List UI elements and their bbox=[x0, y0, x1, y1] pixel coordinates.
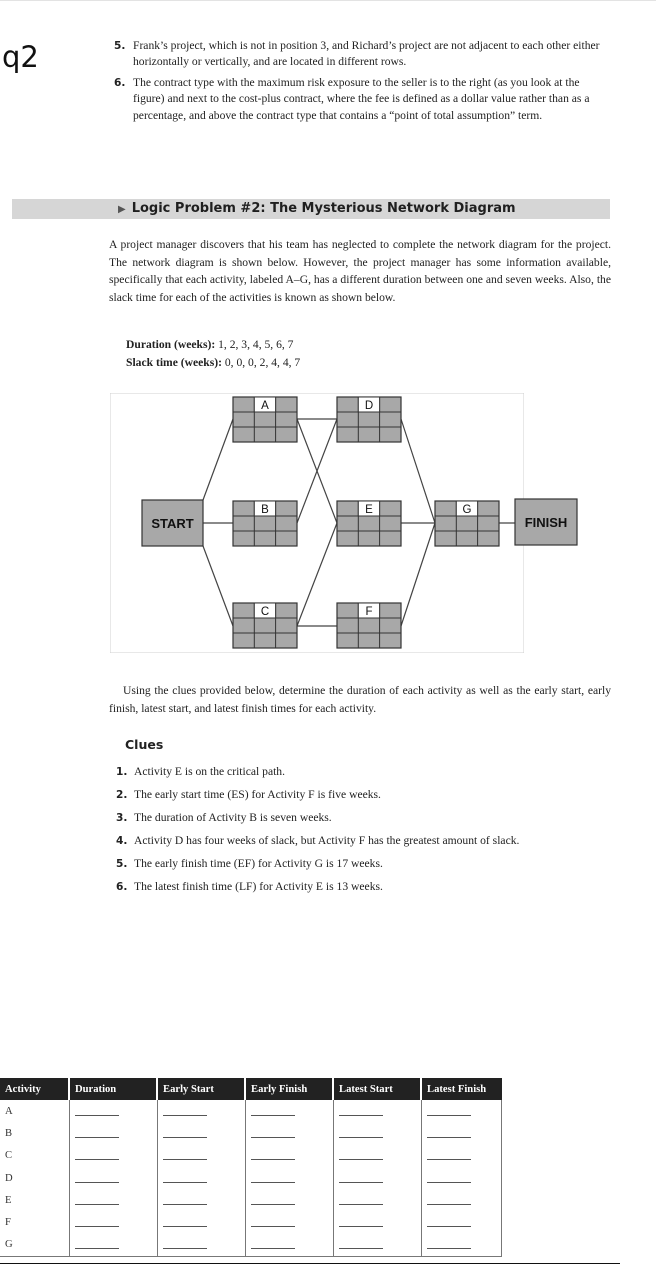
answer-blank[interactable] bbox=[75, 1237, 119, 1249]
col-duration: Duration bbox=[69, 1078, 157, 1100]
prior-clue bbox=[114, 75, 612, 124]
answer-blank-cell[interactable] bbox=[333, 1100, 421, 1122]
answer-blank[interactable] bbox=[75, 1104, 119, 1116]
clue-number: 6. bbox=[116, 881, 128, 893]
table-row bbox=[0, 1100, 502, 1122]
answer-blank[interactable] bbox=[339, 1193, 383, 1205]
finish-label: FINISH bbox=[524, 515, 568, 530]
answer-blank[interactable] bbox=[427, 1104, 471, 1116]
clues-title: Clues bbox=[125, 737, 164, 752]
answer-blank-cell[interactable] bbox=[333, 1145, 421, 1167]
answer-table bbox=[0, 1078, 502, 1257]
answer-blank[interactable] bbox=[163, 1104, 207, 1116]
answer-blank[interactable] bbox=[251, 1193, 295, 1205]
answer-blank-cell[interactable] bbox=[157, 1100, 245, 1122]
activity-e-label: E bbox=[365, 504, 373, 516]
table-row bbox=[0, 1145, 502, 1167]
answer-blank-cell[interactable] bbox=[333, 1189, 421, 1211]
finish-node-box bbox=[514, 498, 578, 548]
start-node bbox=[142, 500, 203, 546]
clue-text: Activity E is on the critical path. bbox=[134, 765, 286, 778]
clue-number: 5. bbox=[116, 858, 128, 870]
slack-label: Slack time (weeks): bbox=[126, 356, 222, 369]
answer-blank[interactable] bbox=[427, 1193, 471, 1205]
clue-text: The early finish time (EF) for Activity G is 17 weeks. bbox=[134, 857, 383, 870]
answer-blank[interactable] bbox=[251, 1237, 295, 1249]
clue-item bbox=[116, 764, 616, 787]
answer-blank-cell[interactable] bbox=[421, 1145, 502, 1167]
answer-blank-cell[interactable] bbox=[157, 1122, 245, 1144]
col-latest-finish: Latest Finish bbox=[421, 1078, 502, 1100]
duration-label: Duration (weeks): bbox=[126, 338, 216, 351]
answer-blank-cell[interactable] bbox=[421, 1234, 502, 1257]
instructions-paragraph bbox=[109, 682, 611, 717]
answer-blank[interactable] bbox=[427, 1237, 471, 1249]
prior-clue-text: The contract type with the maximum risk exposure to the seller is to the right (as you look at the figure) and next to the cost-plus contract, where the fee is defined as a dollar value rather than as a percentage, and above the contract type that contains a “point of total assumption” term. bbox=[133, 75, 590, 122]
table-row bbox=[0, 1234, 502, 1257]
answer-blank[interactable] bbox=[163, 1126, 207, 1138]
clue-item bbox=[116, 833, 616, 856]
activity-cell: A bbox=[5, 1105, 13, 1117]
answer-blank[interactable] bbox=[75, 1215, 119, 1227]
prior-clue bbox=[114, 38, 612, 71]
question-label: q2 bbox=[2, 40, 39, 74]
answer-blank[interactable] bbox=[163, 1237, 207, 1249]
answer-blank-cell[interactable] bbox=[245, 1189, 333, 1211]
activity-cell: B bbox=[5, 1127, 13, 1139]
intro-paragraph: A project manager discovers that his team has neglected to complete the network diagram for the project. The network diagram is shown below. However, the project manager has some information available, specifically that each activity, labeled A–G, has a different duration between one and seven weeks. Also, the slack time for each of the activities is known as shown below. bbox=[109, 238, 611, 304]
instructions-text: Using the clues provided below, determine the duration of each activity as well as the early start, early finish, latest start, and latest finish times for each activity. bbox=[109, 684, 611, 715]
clue-item bbox=[116, 787, 616, 810]
answer-blank-cell[interactable] bbox=[157, 1189, 245, 1211]
network-diagram bbox=[110, 393, 524, 653]
activity-node-c bbox=[233, 603, 297, 648]
triangle-bullet-icon: ▶ bbox=[118, 204, 126, 215]
answer-blank-cell[interactable] bbox=[333, 1167, 421, 1189]
answer-blank-cell[interactable] bbox=[157, 1234, 245, 1257]
answer-blank[interactable] bbox=[339, 1104, 383, 1116]
activity-cell: D bbox=[5, 1172, 13, 1184]
answer-blank-cell[interactable] bbox=[157, 1145, 245, 1167]
activity-node-a bbox=[233, 397, 297, 442]
activity-f-label: F bbox=[365, 606, 373, 618]
answer-blank[interactable] bbox=[251, 1171, 295, 1183]
clue-number: 3. bbox=[116, 812, 128, 824]
col-early-start: Early Start bbox=[157, 1078, 245, 1100]
answer-blank[interactable] bbox=[163, 1193, 207, 1205]
answer-blank[interactable] bbox=[75, 1193, 119, 1205]
activity-cell: E bbox=[5, 1194, 12, 1206]
activity-node-d bbox=[337, 397, 401, 442]
answer-blank[interactable] bbox=[251, 1148, 295, 1160]
clue-text: The duration of Activity B is seven weeks. bbox=[134, 811, 332, 824]
table-row bbox=[0, 1189, 502, 1211]
start-label: START bbox=[151, 516, 194, 531]
section-title-text: Logic Problem #2: The Mysterious Network Diagram bbox=[131, 201, 516, 216]
answer-table-header bbox=[0, 1078, 502, 1100]
answer-blank[interactable] bbox=[339, 1148, 383, 1160]
clues-list bbox=[116, 764, 616, 902]
activity-b-label: B bbox=[261, 504, 269, 516]
answer-blank[interactable] bbox=[339, 1237, 383, 1249]
activity-cell: F bbox=[5, 1217, 11, 1229]
clue-text: The latest finish time (LF) for Activity E is 13 weeks. bbox=[134, 880, 383, 893]
answer-blank-cell[interactable] bbox=[69, 1100, 157, 1122]
activity-node-f bbox=[337, 603, 401, 648]
answer-blank-cell[interactable] bbox=[69, 1211, 157, 1233]
answer-blank-cell[interactable] bbox=[421, 1100, 502, 1122]
answer-blank[interactable] bbox=[163, 1215, 207, 1227]
answer-blank[interactable] bbox=[339, 1171, 383, 1183]
col-latest-start: Latest Start bbox=[333, 1078, 421, 1100]
answer-blank-cell[interactable] bbox=[157, 1167, 245, 1189]
answer-blank-cell[interactable] bbox=[421, 1189, 502, 1211]
clue-text: The early start time (ES) for Activity F is five weeks. bbox=[134, 788, 381, 801]
answer-blank[interactable] bbox=[251, 1104, 295, 1116]
answer-blank-cell[interactable] bbox=[245, 1145, 333, 1167]
answer-blank[interactable] bbox=[251, 1215, 295, 1227]
answer-blank[interactable] bbox=[163, 1148, 207, 1160]
answer-blank-cell[interactable] bbox=[69, 1145, 157, 1167]
clue-number: 4. bbox=[116, 835, 128, 847]
prior-clue-number: 5. bbox=[114, 40, 126, 52]
answer-blank-cell[interactable] bbox=[245, 1234, 333, 1257]
clue-number: 2. bbox=[116, 789, 128, 801]
table-row bbox=[0, 1122, 502, 1144]
activity-cell: G bbox=[0, 1234, 69, 1257]
answer-blank-cell[interactable] bbox=[421, 1122, 502, 1144]
answer-blank-cell[interactable] bbox=[333, 1211, 421, 1233]
answer-blank[interactable] bbox=[339, 1215, 383, 1227]
table-row bbox=[0, 1167, 502, 1189]
page-top-border bbox=[0, 0, 656, 5]
clue-item bbox=[116, 879, 616, 902]
duration-line bbox=[126, 336, 293, 353]
activity-node-b bbox=[233, 501, 297, 546]
answer-blank-cell[interactable] bbox=[69, 1167, 157, 1189]
prior-clue-number: 6. bbox=[114, 76, 126, 89]
answer-blank-cell[interactable] bbox=[69, 1189, 157, 1211]
answer-blank[interactable] bbox=[163, 1171, 207, 1183]
clue-item bbox=[116, 810, 616, 833]
prior-clue-text: Frank’s project, which is not in position 3, and Richard’s project are not adjacent to each other either horizontally or vertically, and are located in different rows. bbox=[133, 39, 600, 69]
answer-blank-cell[interactable] bbox=[69, 1122, 157, 1144]
answer-blank[interactable] bbox=[427, 1171, 471, 1183]
answer-blank-cell[interactable] bbox=[245, 1211, 333, 1233]
clue-text: Activity D has four weeks of slack, but Activity F has the greatest amount of slack. bbox=[134, 834, 520, 847]
answer-blank[interactable] bbox=[427, 1148, 471, 1160]
answer-blank[interactable] bbox=[75, 1148, 119, 1160]
answer-blank-cell[interactable] bbox=[333, 1122, 421, 1144]
table-row bbox=[0, 1211, 502, 1233]
activity-node-g bbox=[435, 501, 499, 546]
answer-blank-cell[interactable] bbox=[157, 1211, 245, 1233]
activity-d-label: D bbox=[364, 400, 374, 412]
activity-a-label: A bbox=[261, 400, 269, 412]
col-early-finish: Early Finish bbox=[245, 1078, 333, 1100]
answer-blank-cell[interactable] bbox=[245, 1100, 333, 1122]
clue-number: 1. bbox=[116, 766, 128, 778]
answer-blank-cell[interactable] bbox=[245, 1167, 333, 1189]
activity-cell: C bbox=[5, 1150, 13, 1162]
activity-g-label: G bbox=[462, 504, 472, 516]
activity-c-label: C bbox=[260, 606, 270, 618]
answer-blank-cell[interactable] bbox=[245, 1122, 333, 1144]
answer-blank[interactable] bbox=[75, 1126, 119, 1138]
answer-blank[interactable] bbox=[427, 1126, 471, 1138]
slack-values: 0, 0, 0, 2, 4, 4, 7 bbox=[224, 356, 301, 369]
section-title bbox=[118, 199, 516, 219]
answer-blank[interactable] bbox=[251, 1126, 295, 1138]
answer-blank[interactable] bbox=[339, 1126, 383, 1138]
answer-blank-cell[interactable] bbox=[421, 1211, 502, 1233]
answer-blank-cell[interactable] bbox=[421, 1167, 502, 1189]
answer-blank[interactable] bbox=[75, 1171, 119, 1183]
answer-blank-cell[interactable] bbox=[69, 1234, 157, 1257]
col-activity: Activity bbox=[0, 1078, 69, 1100]
answer-blank-cell[interactable] bbox=[333, 1234, 421, 1257]
clue-item bbox=[116, 856, 616, 879]
activity-node-e bbox=[337, 501, 401, 546]
duration-values: 1, 2, 3, 4, 5, 6, 7 bbox=[218, 338, 294, 351]
prior-clues-list bbox=[114, 38, 612, 128]
page-bottom-rule bbox=[0, 1263, 620, 1264]
slack-line bbox=[126, 354, 300, 371]
answer-blank[interactable] bbox=[427, 1215, 471, 1227]
